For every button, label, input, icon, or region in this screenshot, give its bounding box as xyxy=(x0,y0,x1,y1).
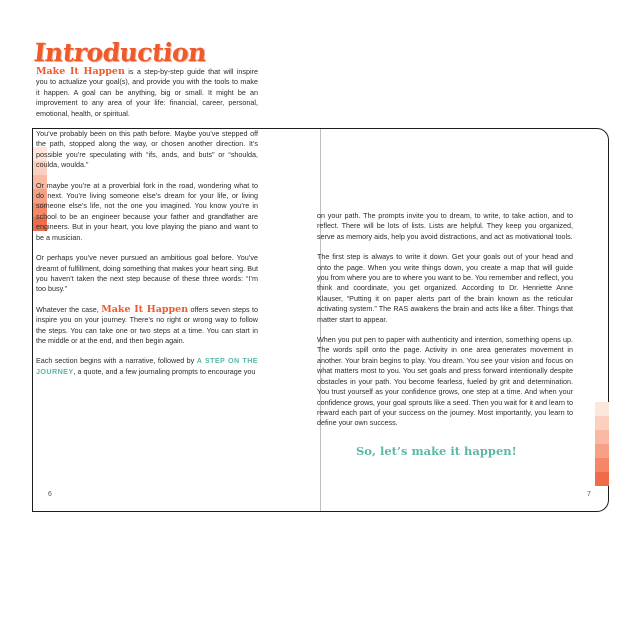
brand-name: Make It Happen xyxy=(36,66,125,77)
left-text-column xyxy=(36,67,258,387)
color-tab xyxy=(595,430,609,444)
closing-line: So, let’s make it happen! xyxy=(356,444,517,458)
step-label: A STEP ON THE JOURNEY xyxy=(36,356,258,376)
right-color-tabs xyxy=(595,402,609,486)
page-number-right: 7 xyxy=(587,491,591,498)
paragraph xyxy=(36,67,258,119)
paragraph: on your path. The prompts invite you to dream, to write, to take action, and to reflect. There will be lots of lists. Lists are helpful. They keep you organized, serve as memory aids, help you avoid distractions, and act as motivational tools. xyxy=(317,211,573,241)
paragraph xyxy=(36,305,258,347)
paragraph xyxy=(36,356,258,377)
paragraph-text: is a step-by-step guide that will inspire you to actualize your goal(s), and provide you with the tools to make it happen. A goal can be anything, big or small. It might be an improvement to any area of your life: financial, career, personal, emotional, health, or spiritual. xyxy=(36,67,258,118)
page-number-left: 6 xyxy=(48,491,52,498)
paragraph: Or perhaps you’ve never pursued an ambitious goal before. You’ve dreamt of fulfillment, doing something that makes your heart sing. But you haven’t taken the next step because of these three words: “I’m too busy.” xyxy=(36,253,258,294)
paragraph-text: Whatever the case, xyxy=(36,304,102,314)
paragraph-text: offers seven steps to inspire you on your journey. There’s no right or wrong way to follow the steps. You can take one or two steps at a time. You can start in the middle or at the end, and then begin again. xyxy=(36,304,259,345)
color-tab xyxy=(595,458,609,472)
paragraph-text: Each section begins with a narrative, followed by xyxy=(36,356,197,366)
color-tab xyxy=(595,402,609,416)
page-title: Introduction xyxy=(32,38,208,67)
color-tab xyxy=(595,444,609,458)
paragraph: You’ve probably been on this path before. Maybe you’ve stepped off the path, stopped along the way, or chosen another direction. It’s possible you’re speculating with “ifs, ands, and buts” or “shoulda, coulda, woulda.” xyxy=(36,129,258,170)
color-tab xyxy=(595,472,609,486)
paragraph: The first step is always to write it down. Get your goals out of your head and onto the page. When you write things down, you create a map that will guide you from where you are to where you want to be. You remember and reflect, you think and coordinate, you get organized. According to Dr. Henriette Anne Klauser, “Putting it on paper alerts part of the brain known as the reticular activating system.” The RAS awakens the brain and acts like a filter. Things that matter start to appear. xyxy=(317,252,573,324)
right-text-column xyxy=(317,211,573,439)
paragraph: When you put pen to paper with authenticity and intention, something opens up. The words spill onto the page. Activity in one area generates movement in another. Your brain begins to play. You dream. You see your vision and focus on what matters most to you. You set goals and press forward intentionally despite obstacles in your path. You become fearless, fueled by grit and determination. You trust yourself as your confidence grows, one step at a time. And when your confidence grows, your goal sprouts like a seed. Then you wait for it and learn to reward each part of your success on the journey. Most importantly, you learn to define your own success. xyxy=(317,335,573,428)
paragraph-text: , a quote, and a few journaling prompts to encourage you xyxy=(73,366,256,376)
color-tab xyxy=(595,416,609,430)
paragraph: Or maybe you’re at a proverbial fork in the road, wondering what to do next. You’re living someone else’s dream for your life, or living someone else’s life, not the one you imagined. You know you’re in school to be an engineer because your father and grandfather are engineers. But in your heart, you love playing the piano and want to be a musician. xyxy=(36,180,258,242)
brand-name: Make It Happen xyxy=(101,303,189,315)
